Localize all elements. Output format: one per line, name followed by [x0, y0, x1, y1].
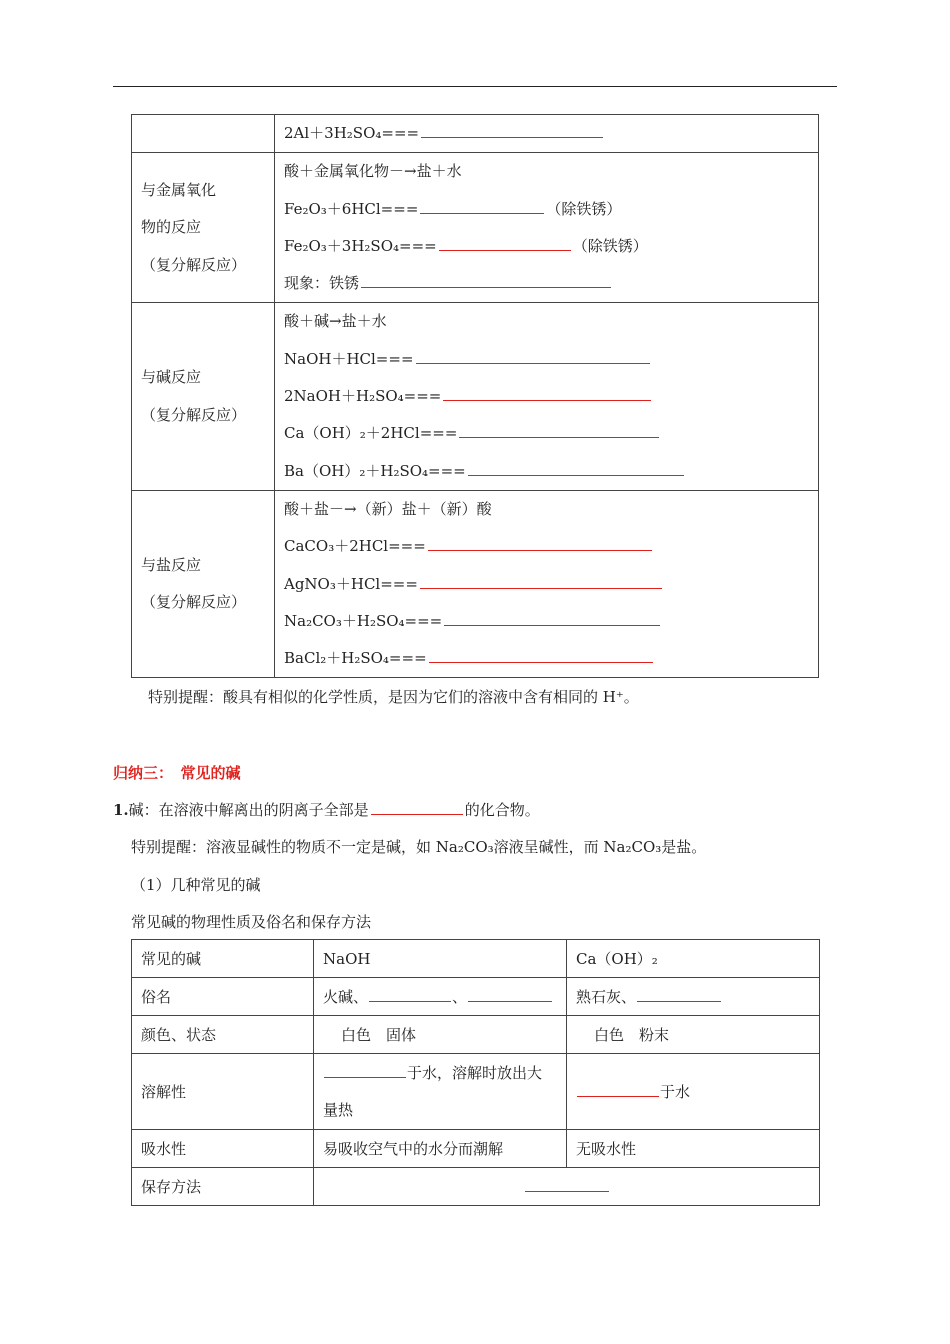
equation: Na₂CO₃＋H₂SO₄===: [284, 611, 443, 630]
equation: Fe₂O₃＋3H₂SO₄===: [284, 236, 437, 255]
general-rule: 酸＋金属氧化物－→盐＋水: [284, 162, 462, 181]
table-row: 俗名 火碱、 、 熟石灰、: [132, 978, 820, 1016]
answer-blank[interactable]: [416, 349, 650, 364]
general-rule: 酸＋碱→盐＋水: [284, 312, 387, 331]
reminder-acid: 特别提醒：酸具有相似的化学性质，是因为它们的溶液中含有相同的 H⁺。: [148, 688, 639, 706]
table-row: [132, 1168, 820, 1206]
equation: Ca（OH）₂＋2HCl===: [284, 424, 458, 443]
row-label: 俗名: [132, 978, 314, 1016]
equation: NaOH＋HCl===: [284, 349, 414, 368]
table-row: 吸水性 易吸收空气中的水分而潮解 无吸水性: [132, 1130, 820, 1168]
header-cell: Ca（OH）₂: [567, 940, 820, 978]
table-caption: 常见碱的物理性质及俗名和保存方法: [131, 913, 372, 931]
answer-blank[interactable]: [468, 461, 684, 476]
answer-blank[interactable]: [369, 987, 451, 1002]
header-cell: NaOH: [314, 940, 567, 978]
row-label: 与碱反应 （复分解反应）: [132, 303, 275, 490]
equation: 2Al＋3H₂SO₄===: [284, 124, 420, 142]
answer-blank[interactable]: [439, 236, 571, 251]
answer-blank[interactable]: [637, 987, 721, 1002]
general-rule: 酸＋盐－→（新）盐＋（新）酸: [284, 499, 492, 518]
row-label: 吸水性: [132, 1130, 314, 1168]
subsection-title: （1）几种常见的碱: [131, 876, 261, 894]
answer-blank[interactable]: [361, 273, 611, 288]
row-label: 溶解性: [132, 1054, 314, 1130]
equation: CaCO₃＋2HCl===: [284, 537, 426, 556]
answer-blank[interactable]: [443, 386, 651, 401]
equation: Ba（OH）₂＋H₂SO₄===: [284, 461, 466, 480]
answer-blank[interactable]: [525, 1177, 609, 1192]
header-cell: 常见的碱: [132, 940, 314, 978]
row-label: 颜色、状态: [132, 1016, 314, 1054]
equation: AgNO₃＋HCl===: [284, 574, 418, 593]
common-bases-table: [131, 939, 820, 1206]
answer-blank[interactable]: [420, 574, 662, 589]
phenomenon-label: 现象：铁锈: [284, 274, 360, 293]
answer-blank[interactable]: [324, 1063, 406, 1078]
table-row: 与金属氧化 物的反应 （复分解反应） 酸＋金属氧化物－→盐＋水 Fe₂O₃＋6HCl=== （除铁锈） Fe₂O₃＋3H₂SO₄=== （除铁锈） 现象：铁锈: [132, 153, 819, 303]
question-1: 1.碱：在溶液中解离出的阴离子全部是 的化合物。: [113, 801, 540, 819]
answer-blank[interactable]: [429, 648, 653, 663]
reminder-base: 特别提醒：溶液显碱性的物质不一定是碱，如 Na₂CO₃溶液呈碱性，而 Na₂CO₃是盐。: [131, 838, 707, 856]
equation: BaCl₂＋H₂SO₄===: [284, 649, 427, 668]
answer-blank[interactable]: [421, 123, 603, 138]
acid-reactions-table: [131, 114, 819, 678]
row-label: 保存方法: [132, 1168, 314, 1206]
table-row: [132, 303, 819, 490]
row-label: 与盐反应 （复分解反应）: [132, 490, 275, 677]
answer-blank[interactable]: [444, 611, 660, 626]
equation: Fe₂O₃＋6HCl===: [284, 199, 419, 218]
table-row: [132, 115, 819, 153]
header-rule: [113, 86, 837, 87]
table-row: [132, 940, 820, 978]
answer-blank[interactable]: [468, 987, 552, 1002]
answer-blank[interactable]: [577, 1082, 659, 1097]
answer-blank[interactable]: [428, 536, 652, 551]
answer-blank[interactable]: [371, 800, 463, 815]
table-row: 颜色、状态 白色 固体 白色 粉末: [132, 1016, 820, 1054]
answer-blank[interactable]: [420, 199, 544, 214]
section-title: 归纳三： 常见的碱: [113, 764, 241, 782]
table-row: 溶解性 于水，溶解时放出大 量热 于水: [132, 1054, 820, 1130]
row-label: 与金属氧化 物的反应 （复分解反应）: [132, 153, 275, 303]
answer-blank[interactable]: [459, 423, 659, 438]
table-row: [132, 490, 819, 677]
equation: 2NaOH＋H₂SO₄===: [284, 387, 442, 406]
